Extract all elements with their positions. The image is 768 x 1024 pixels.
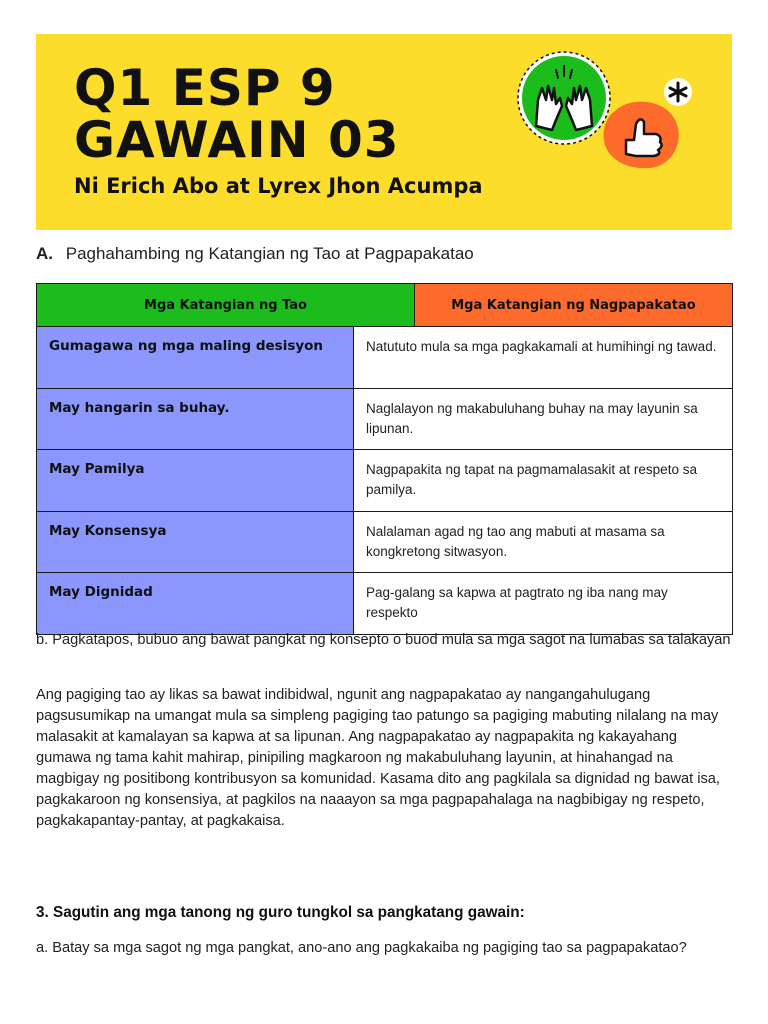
- page-title: [74, 59, 400, 169]
- table-cell-tao: Gumagawa ng mga maling desisyon: [37, 327, 354, 389]
- authors-subtitle: Ni Erich Abo at Lyrex Jhon Acumpa: [74, 174, 483, 198]
- table-row: [37, 573, 733, 635]
- header-katangian-ng-tao: Mga Katangian ng Tao: [37, 284, 415, 327]
- table-row: [37, 450, 733, 512]
- table-cell-nagpapakatao: Pag-galang sa kapwa at pagtrato ng iba nang may respekto: [354, 573, 733, 635]
- section-a-heading: [36, 244, 474, 264]
- title-line-1: Q1 ESP 9: [74, 59, 336, 117]
- table-row: [37, 511, 733, 573]
- section-a-letter: A.: [36, 244, 53, 263]
- table-cell-nagpapakatao: Nalalaman agad ng tao ang mabuti at masama sa kongkretong sitwasyon.: [354, 511, 733, 573]
- question-a: a. Batay sa mga sagot ng mga pangkat, ano-ano ang pagkakaiba ng pagiging tao sa pagpapakatao?: [36, 940, 687, 956]
- table-cell-nagpapakatao: Natututo mula sa mga pagkakamali at humihingi ng tawad.: [354, 327, 733, 389]
- title-banner: [36, 34, 732, 230]
- part-b-answer: Ang pagiging tao ay likas sa bawat indibidwal, ngunit ang nagpapakatao ay nangangahulugang pagsusumikap na umangat mula sa simpleng pagiging tao patungo sa pagiging mabuting nilalang na may malasakit at kamalayan sa kapwa at sa lipunan. Ang nagpapakatao ay nagpapakita ng kakayahang gumawa ng tama kahit mahirap, pinipiling magkaroon ng makabuluhang layunin, at hinahangad na magbigay ng positibong kontribusyon sa komunidad. Kasama dito ang pagkilala sa dignidad ng bawat isa, pagkakaroon ng konsensiya, at pagkilos na naaayon sa mga pagpapahalaga na nagbibigay ng respeto, pagkakapantay-pantay, at pagkakaisa.: [36, 687, 720, 829]
- table-header-row: [37, 284, 733, 327]
- table-cell-tao: May hangarin sa buhay.: [37, 388, 354, 450]
- table-cell-tao: May Pamilya: [37, 450, 354, 512]
- table-cell-tao: May Konsensya: [37, 511, 354, 573]
- section-a-title: Paghahambing ng Katangian ng Tao at Pagpapakatao: [65, 244, 474, 263]
- header-katangian-ng-nagpapakatao: Mga Katangian ng Nagpapakatao: [415, 284, 733, 327]
- part-b-prompt: b. Pagkatapos, bubuo ang bawat pangkat ng konsepto o buod mula sa mga sagot na lumabas sa talakayan: [36, 632, 731, 648]
- table-cell-nagpapakatao: Naglalayon ng makabuluhang buhay na may layunin sa lipunan.: [354, 388, 733, 450]
- table-cell-tao: May Dignidad: [37, 573, 354, 635]
- table-cell-nagpapakatao: Nagpapakita ng tapat na pagmamalasakit at respeto sa pamilya.: [354, 450, 733, 512]
- comparison-table: [36, 283, 733, 635]
- hands-illustration-icon: [514, 48, 704, 198]
- table-row: [37, 327, 733, 389]
- table-row: [37, 388, 733, 450]
- title-line-2: GAWAIN 03: [74, 111, 400, 169]
- section-3-heading: 3. Sagutin ang mga tanong ng guro tungkol sa pangkatang gawain:: [36, 904, 525, 921]
